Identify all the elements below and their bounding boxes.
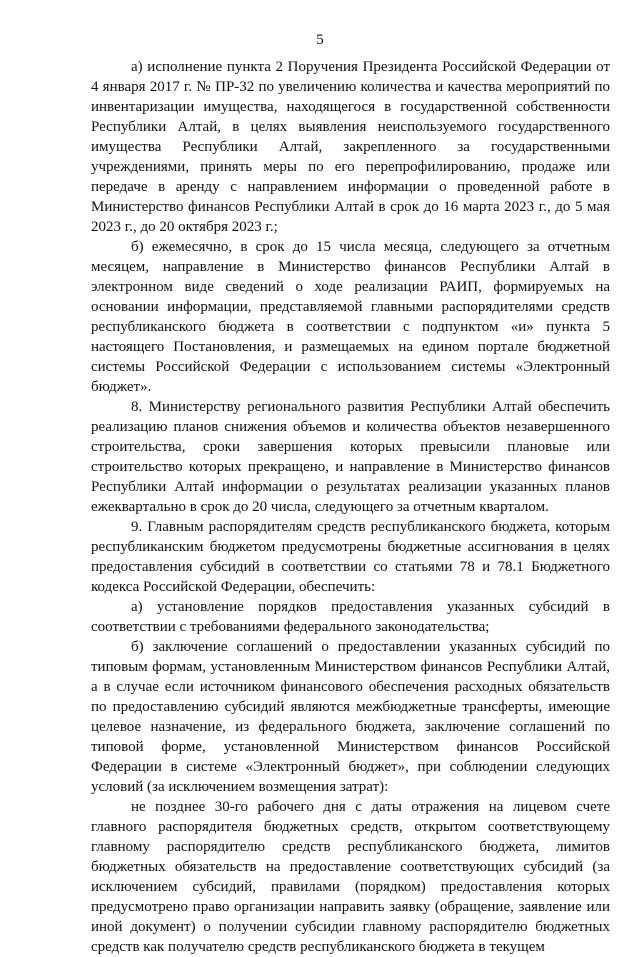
- document-body: [91, 57, 610, 957]
- paragraph-9a-procedures: а) установление порядков предоставления указанных субсидий в соответствии с требованиями федерального законодательства;: [91, 599, 610, 635]
- paragraph-a-inventory: а) исполнение пункта 2 Поручения Президента Российской Федерации от 4 января 2017 г. № ПР-32 по увеличению количества и качества мероприятий по инвентаризации имущества, находящегося в государственной собственности Республики Алтай, в целях выявления неиспользуемого государственного имущества Республики Алтай, закрепленного за государственными учреждениями, принять меры по его перепрофилированию, продаже или передаче в аренду с направлением информации о проведенной работе в Министерство финансов Республики Алтай в срок до 16 марта 2023 г., до 5 мая 2023 г., до 20 октября 2023 г.;: [91, 59, 610, 235]
- paragraph-8-regional-development: 8. Министерству регионального развития Республики Алтай обеспечить реализацию планов снижения объемов и количества объектов незавершенного строительства, сроки завершения которых превысили плановые или строительство которых прекращено, и направление в Министерство финансов Республики Алтай информации о результатах реализации указанных планов ежеквартально в срок до 20 числа, следующего за отчетным кварталом.: [91, 399, 610, 515]
- paragraph-deadline-conditions: не позднее 30-го рабочего дня с даты отражения на лицевом счете главного распорядителя бюджетных средств, открытом соответствующему главному распорядителю средств республиканского бюджета, лимитов бюджетных обязательств на предоставление соответствующих субсидий (за исключением субсидий, правилами (порядком) предоставления которых предусмотрено право организации направить заявку (обращение, заявление или иной документ) о получении субсидии главному распорядителю бюджетных средств как получателю средств республиканского бюджета в текущем: [91, 799, 610, 955]
- page-number: 5: [316, 32, 324, 48]
- paragraph-b-monthly-report: б) ежемесячно, в срок до 15 числа месяца, следующего за отчетным месяцем, направление в Министерство финансов Республики Алтай в электронном виде сведений о ходе реализации РАИП, формируемых на основании информации, представляемой главными распорядителями средств республиканского бюджета в соответствии с подпунктом «и» пункта 5 настоящего Постановления, и размещаемых на едином портале бюджетной системы Российской Федерации с использованием системы «Электронный бюджет».: [91, 239, 610, 395]
- paragraph-9b-agreements: б) заключение соглашений о предоставлении указанных субсидий по типовым формам, установленным Министерством финансов Республики Алтай, а в случае если источником финансового обеспечения расходных обязательств по предоставлению субсидий являются межбюджетные трансферты, имеющие целевое назначение, из федерального бюджета, заключение соглашений по типовой форме, установленной Министерством финансов Российской Федерации в системе «Электронный бюджет», при соблюдении следующих условий (за исключением возмещения затрат):: [91, 639, 610, 795]
- paragraph-9-subsidies: 9. Главным распорядителям средств республиканского бюджета, которым республиканским бюджетом предусмотрены бюджетные ассигнования в целях предоставления субсидий в соответствии со статьями 78 и 78.1 Бюджетного кодекса Российской Федерации, обеспечить:: [91, 519, 610, 595]
